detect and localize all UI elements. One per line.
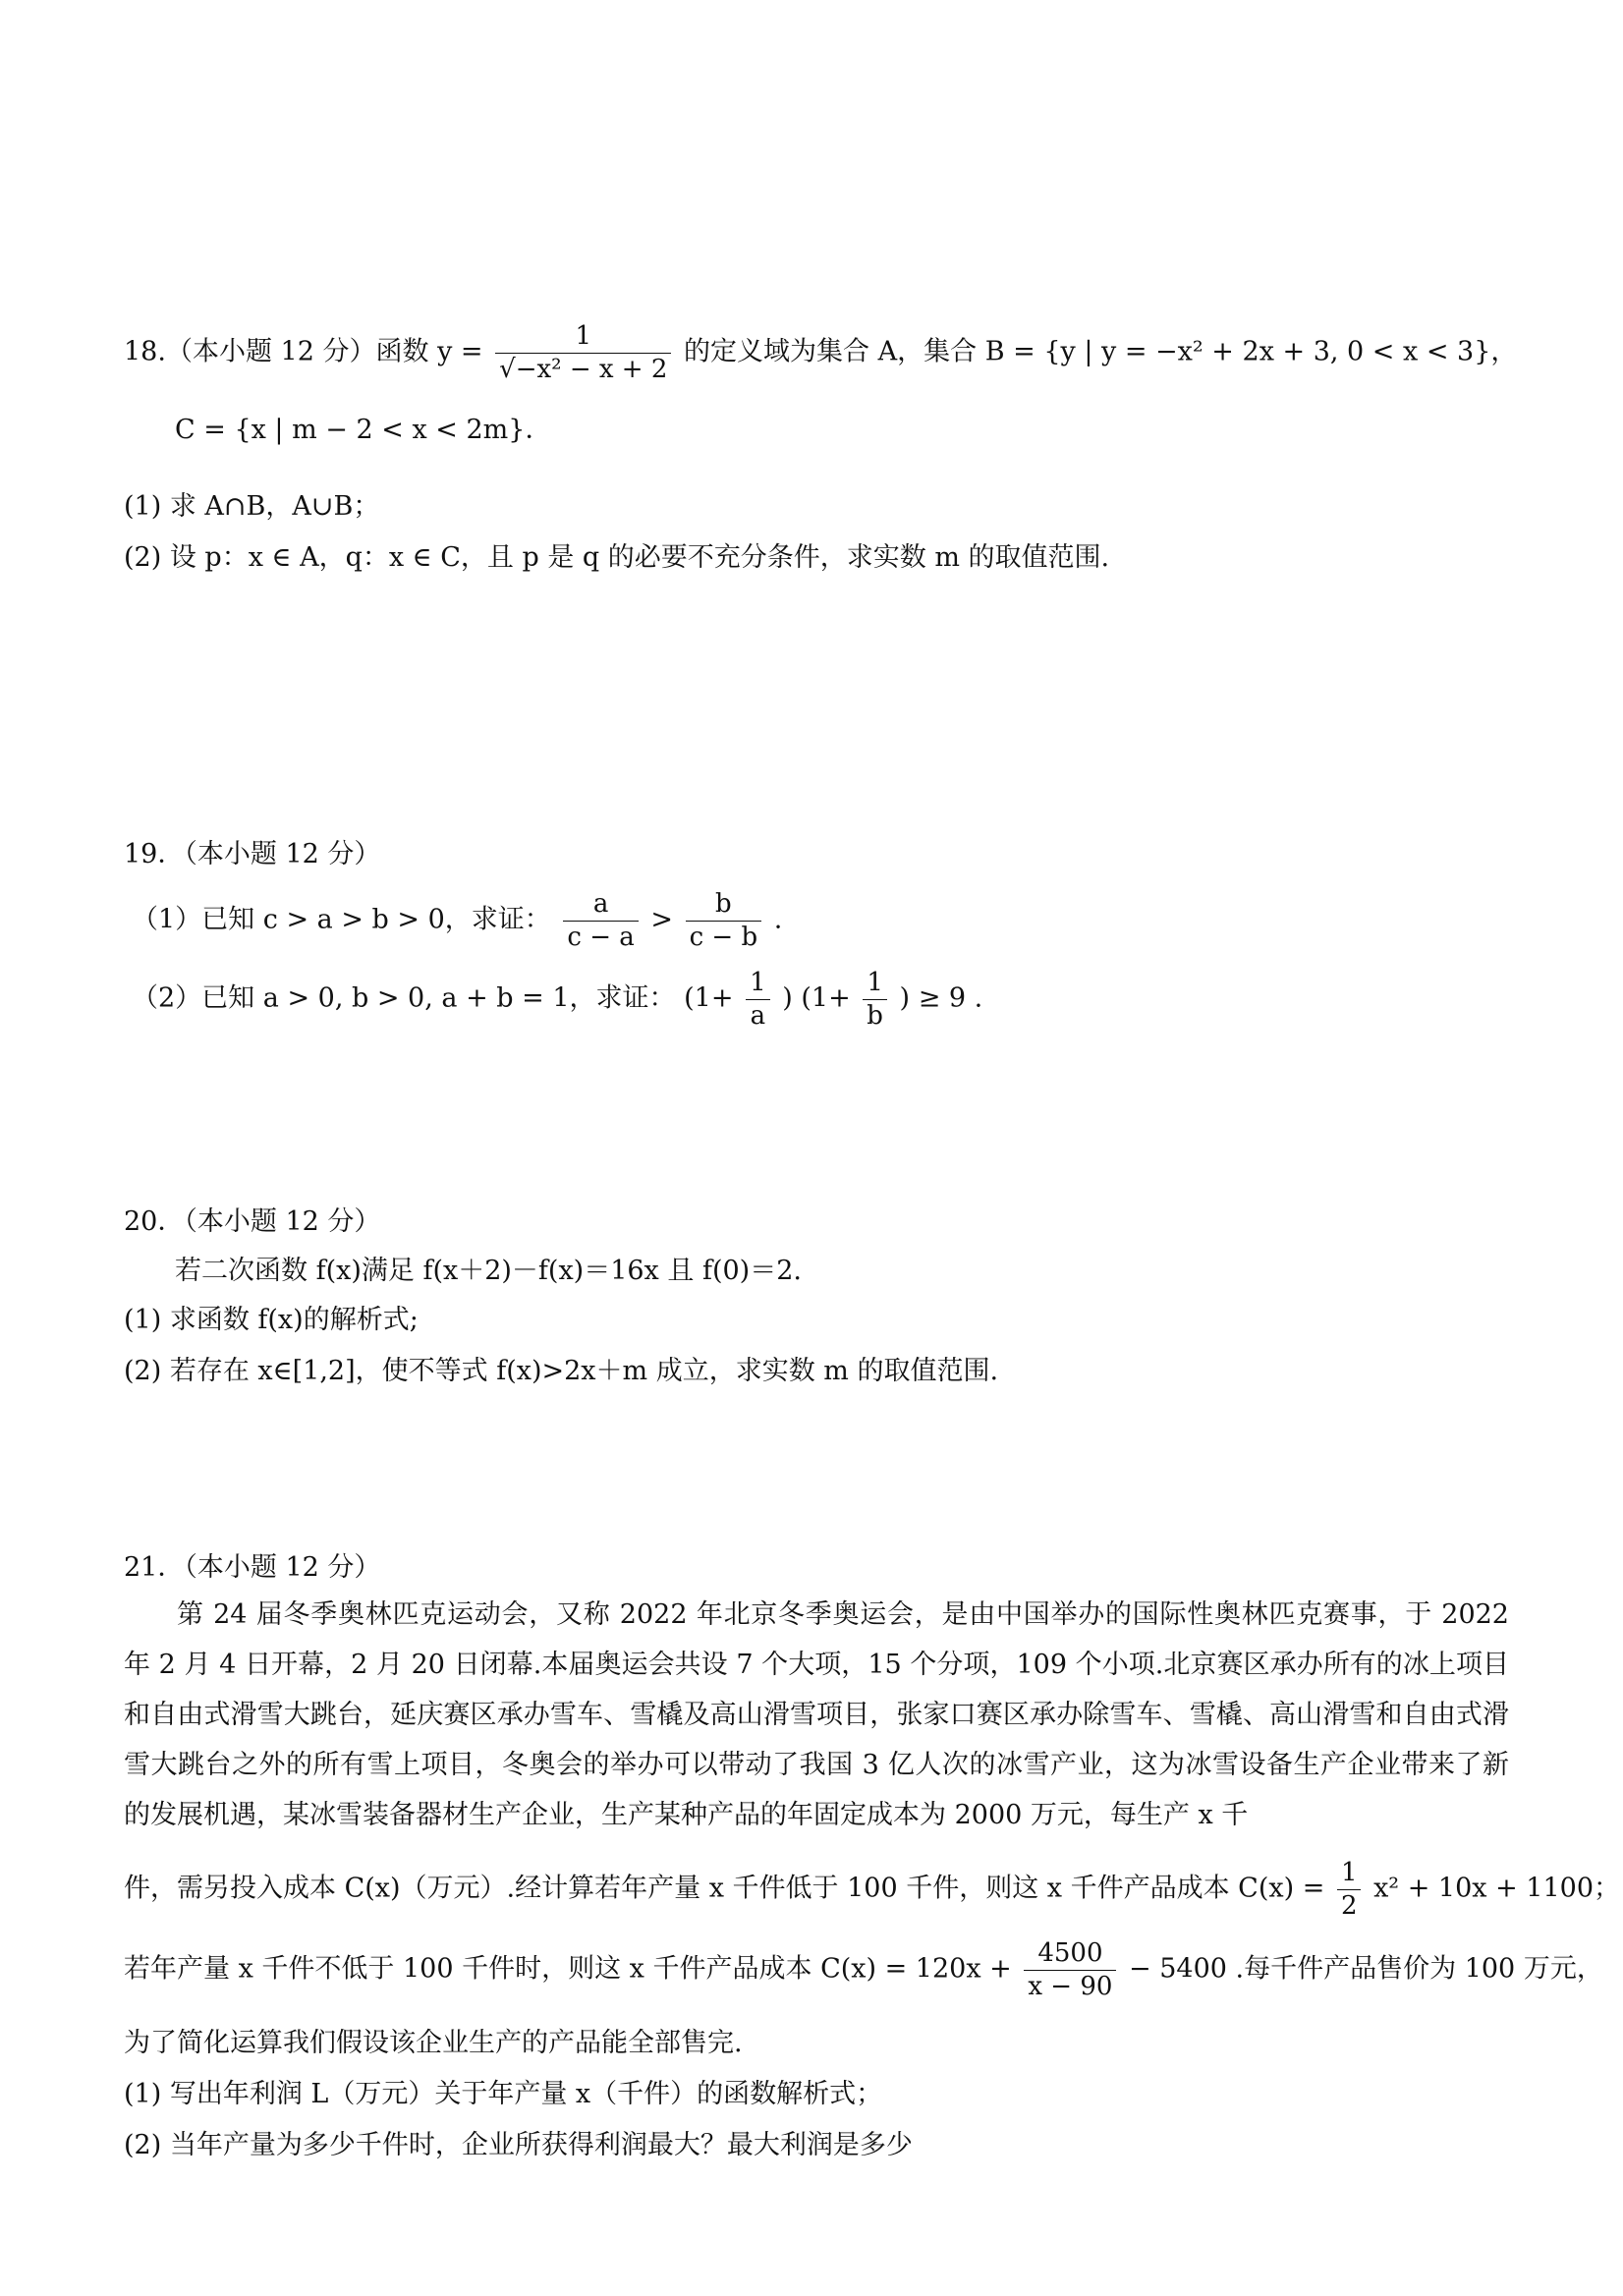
q21-cost-high-fraction (1024, 1937, 1116, 2002)
q19-part1-fraction-b (686, 888, 762, 953)
q19-part1-gt: > (650, 904, 674, 935)
q20-part2: (2) 若存在 x∈[1,2]，使不等式 f(x)>2x＋m 成立，求实数 m 的取值范围. (124, 1356, 999, 1386)
q19-part1 (132, 888, 782, 953)
q18-after-func: 的定义域为集合 A，集合 (684, 336, 978, 367)
q21-paragraph: 第 24 届冬季奥林匹克运动会，又称 2022 年北京冬季奥运会，是由中国举办的国际性奥林匹克赛事，于 2022 年 2 月 4 日开幕，2 月 20 日闭幕.本届奥运会共设 7 个大项，15 个分项，109 个小项.北京赛区承办所有的冰上项目和自由式滑雪大跳台，延庆赛区承办雪车、雪橇及高山滑雪项目，张家口赛区承办除雪车、雪橇、高山滑雪和自由式滑雪大跳台之外的所有雪上项目，冬奥会的举办可以带动了我国 3 亿人次的冰雪产业，这为冰雪设备生产企业带来了新的发展机遇，某冰雪装备器材生产企业，生产某种产品的年固定成本为 2000 万元，每生产 x 千 (124, 1599, 1509, 1830)
q19-part2-frac-b-den: b (867, 1000, 883, 1031)
q19-part1-frac-b-num: b (686, 888, 762, 922)
q21-cost-low-frac-num: 1 (1337, 1857, 1362, 1890)
q18-set-c: C = {x | m − 2 < x < 2m}． (175, 415, 552, 445)
q19-part2-fraction-a (746, 967, 770, 1032)
q19-part2-end: ≥ 9 . (918, 982, 983, 1014)
q19-part1-fraction-a (563, 888, 638, 953)
q19-part1-end: . (773, 904, 783, 935)
q19-part1-frac-a-den: c − a (567, 922, 635, 952)
q18-part2: (2) 设 p：x ∈ A，q：x ∈ C，且 p 是 q 的必要不充分条件，求实数 m 的取值范围. (124, 542, 1110, 573)
q21-cost-low-text: 件，需另投入成本 C(x)（万元）.经计算若年产量 x 千件低于 100 千件，则这 x 千件产品成本 C(x) = (124, 1873, 1325, 1904)
q18-line1 (124, 320, 1517, 385)
q19-part2-open2: (1+ (801, 982, 851, 1014)
q21-cost-high-tail: − 5400 .每千件产品售价为 100 万元， (1129, 1953, 1603, 1985)
q19-part2-frac-a-den: a (750, 1000, 766, 1031)
q18-func-numerator: 1 (495, 320, 671, 354)
q19-part2-close2: ) (899, 982, 911, 1014)
q21-cost-high-frac-num: 4500 (1024, 1937, 1116, 1971)
q21-cost-low-tail: x² + 10x + 1100； (1373, 1873, 1621, 1904)
q19-part2-close1: ) (782, 982, 793, 1014)
q18-set-b: B = {y | y = −x² + 2x + 3, 0 < x < 3}， (984, 336, 1518, 367)
q18-heading: 18.（本小题 12 分）函数 (124, 336, 429, 367)
q19-heading: 19．（本小题 12 分） (124, 839, 381, 869)
q19-part1-frac-a-num: a (563, 888, 638, 922)
q18-part1: (1) 求 A∩B，A∪B； (124, 491, 380, 522)
q18-func-fraction (495, 320, 671, 385)
q21-line-cost-high (124, 1937, 1603, 2002)
q21-cost-high-frac-den: x − 90 (1028, 1971, 1113, 2001)
q21-cost-low-frac-den: 2 (1340, 1890, 1358, 1921)
q21-heading: 21．（本小题 12 分） (124, 1552, 381, 1583)
q20-part1: (1) 求函数 f(x)的解析式; (124, 1305, 419, 1335)
q20-stem: 若二次函数 f(x)满足 f(x＋2)－f(x)＝16x 且 f(0)＝2. (175, 1256, 802, 1286)
q20-heading: 20．（本小题 12 分） (124, 1206, 381, 1237)
q19-part2-frac-a-num: 1 (746, 967, 770, 1000)
q21-line-cost-low (124, 1857, 1620, 1922)
q19-part2-prefix: （2）已知 a > 0, b > 0, a + b = 1，求证： (132, 982, 676, 1014)
q21-cost-low-fraction (1337, 1857, 1362, 1922)
q19-part2 (132, 967, 982, 1032)
q19-part1-prefix: （1）已知 c > a > b > 0，求证： (132, 904, 551, 935)
q19-part2-fraction-b (863, 967, 887, 1032)
q19-part2-open1: (1+ (684, 982, 734, 1014)
q18-func-denominator: √−x² − x + 2 (499, 354, 668, 384)
q19-part2-frac-b-num: 1 (863, 967, 887, 1000)
q21-assumption: 为了简化运算我们假设该企业生产的产品能全部售完. (124, 2028, 743, 2058)
q21-part1: (1) 写出年利润 L（万元）关于年产量 x（千件）的函数解析式； (124, 2079, 883, 2109)
q18-func-lhs: y = (437, 336, 483, 367)
q21-part2: (2) 当年产量为多少千件时，企业所获得利润最大？最大利润是多少 (124, 2130, 913, 2160)
q19-part1-frac-b-den: c − b (689, 922, 758, 952)
q21-cost-high-text: 若年产量 x 千件不低于 100 千件时，则这 x 千件产品成本 C(x) = 120x + (124, 1953, 1012, 1985)
